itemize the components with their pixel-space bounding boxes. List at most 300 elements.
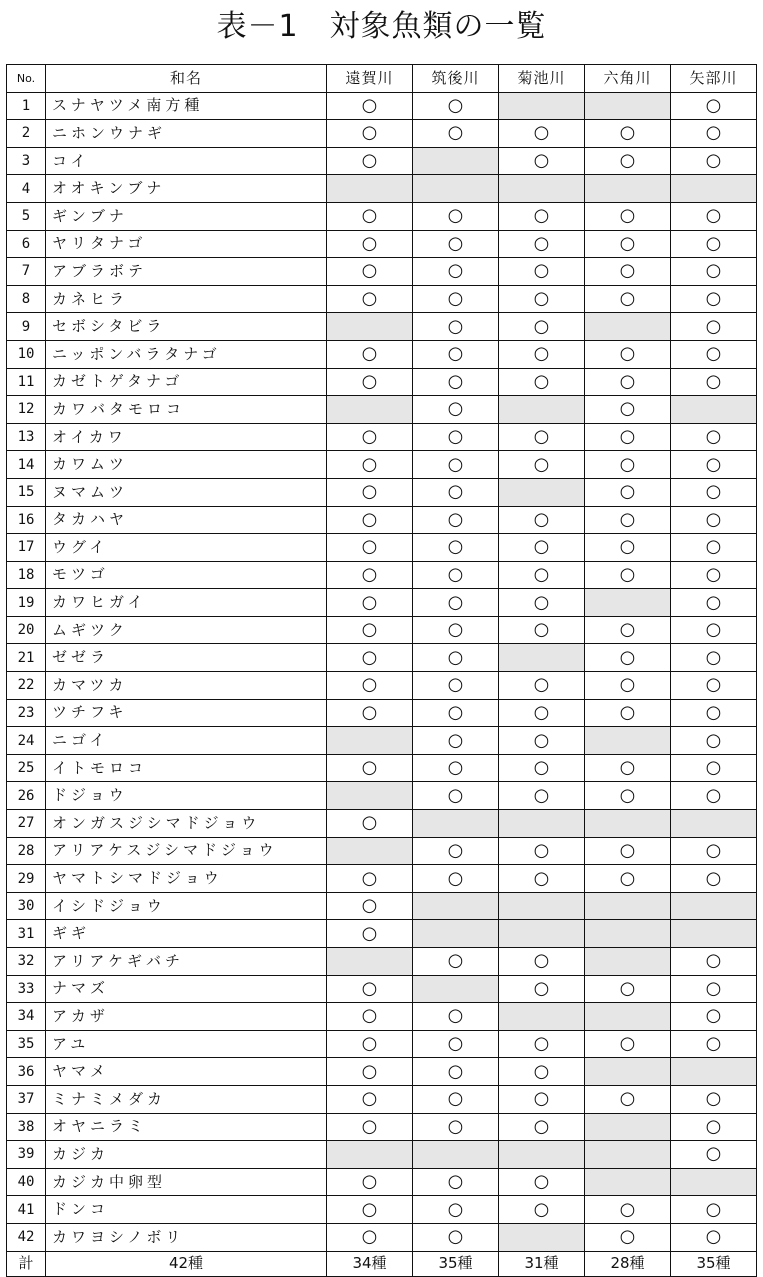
presence-mark: ○ [327,285,413,313]
presence-mark: ○ [327,202,413,230]
row-number: 24 [7,727,46,755]
table-row [7,258,757,286]
absent-cell [327,396,413,424]
table-row [7,423,757,451]
presence-mark: ○ [327,147,413,175]
absent-cell [499,396,585,424]
presence-mark: ○ [499,699,585,727]
species-name: カジカ中卵型 [46,1168,327,1196]
absent-cell [413,810,499,838]
presence-mark: ○ [585,396,671,424]
row-number: 15 [7,478,46,506]
presence-mark: ○ [671,616,757,644]
absent-cell [585,920,671,948]
species-name: スナヤツメ南方種 [46,92,327,120]
absent-cell [499,92,585,120]
presence-mark: ○ [327,1196,413,1224]
presence-mark: ○ [499,782,585,810]
presence-mark: ○ [671,313,757,341]
absent-cell [499,1003,585,1031]
presence-mark: ○ [327,1113,413,1141]
presence-mark: ○ [327,340,413,368]
presence-mark: ○ [327,1058,413,1086]
absent-cell [327,948,413,976]
row-number: 20 [7,616,46,644]
presence-mark: ○ [327,120,413,148]
presence-mark: ○ [671,506,757,534]
presence-mark: ○ [585,644,671,672]
presence-mark: ○ [413,1196,499,1224]
presence-mark: ○ [413,230,499,258]
absent-cell [585,892,671,920]
presence-mark: ○ [327,699,413,727]
presence-mark: ○ [499,506,585,534]
presence-mark: ○ [499,202,585,230]
presence-mark: ○ [671,561,757,589]
presence-mark: ○ [499,837,585,865]
presence-mark: ○ [585,478,671,506]
absent-cell [499,175,585,203]
row-number: 1 [7,92,46,120]
presence-mark: ○ [585,699,671,727]
table-row [7,1030,757,1058]
species-name: ミナミメダカ [46,1085,327,1113]
row-number: 40 [7,1168,46,1196]
presence-mark: ○ [327,644,413,672]
absent-cell [499,1141,585,1169]
table-row [7,948,757,976]
species-name: ニッポンバラタナゴ [46,340,327,368]
presence-mark: ○ [413,754,499,782]
absent-cell [327,313,413,341]
absent-cell [327,1141,413,1169]
species-name: ギンブナ [46,202,327,230]
row-number: 34 [7,1003,46,1031]
presence-mark: ○ [413,313,499,341]
row-number: 27 [7,810,46,838]
presence-mark: ○ [499,230,585,258]
presence-mark: ○ [671,948,757,976]
presence-mark: ○ [413,837,499,865]
presence-mark: ○ [327,672,413,700]
presence-mark: ○ [671,1113,757,1141]
table-header-row [7,65,757,93]
presence-mark: ○ [327,506,413,534]
presence-mark: ○ [413,478,499,506]
presence-mark: ○ [327,1030,413,1058]
table-row [7,672,757,700]
presence-mark: ○ [327,892,413,920]
species-name: オヤニラミ [46,1113,327,1141]
table-row [7,175,757,203]
presence-mark: ○ [413,285,499,313]
table-row [7,782,757,810]
presence-mark: ○ [413,1058,499,1086]
presence-mark: ○ [413,202,499,230]
absent-cell [585,1168,671,1196]
species-name: ドジョウ [46,782,327,810]
row-number: 22 [7,672,46,700]
presence-mark: ○ [413,589,499,617]
species-name: コイ [46,147,327,175]
header-no: No. [7,65,46,93]
table-row [7,644,757,672]
presence-mark: ○ [671,92,757,120]
absent-cell [499,644,585,672]
absent-cell [585,948,671,976]
presence-mark: ○ [413,727,499,755]
row-number: 18 [7,561,46,589]
presence-mark: ○ [499,258,585,286]
table-row [7,754,757,782]
presence-mark: ○ [585,230,671,258]
table-row [7,865,757,893]
row-number: 17 [7,534,46,562]
species-name: ヤリタナゴ [46,230,327,258]
absent-cell [585,727,671,755]
absent-cell [585,313,671,341]
absent-cell [585,589,671,617]
presence-mark: ○ [499,1168,585,1196]
presence-mark: ○ [327,423,413,451]
presence-mark: ○ [671,672,757,700]
species-name: アカザ [46,1003,327,1031]
presence-mark: ○ [413,644,499,672]
species-name: ヤマトシマドジョウ [46,865,327,893]
presence-mark: ○ [671,451,757,479]
table-row [7,285,757,313]
absent-cell [413,920,499,948]
absent-cell [413,892,499,920]
presence-mark: ○ [585,285,671,313]
row-number: 29 [7,865,46,893]
presence-mark: ○ [499,754,585,782]
row-number: 36 [7,1058,46,1086]
presence-mark: ○ [671,147,757,175]
row-number: 38 [7,1113,46,1141]
presence-mark: ○ [585,368,671,396]
presence-mark: ○ [327,865,413,893]
presence-mark: ○ [671,782,757,810]
header-river-kikuchi: 菊池川 [499,65,585,93]
species-name: イトモロコ [46,754,327,782]
presence-mark: ○ [499,120,585,148]
absent-cell [671,810,757,838]
table-row [7,589,757,617]
row-number: 14 [7,451,46,479]
presence-mark: ○ [327,258,413,286]
presence-mark: ○ [585,1196,671,1224]
species-name: セボシタビラ [46,313,327,341]
absent-cell [671,920,757,948]
presence-mark: ○ [499,1058,585,1086]
absent-cell [413,1141,499,1169]
presence-mark: ○ [327,451,413,479]
presence-mark: ○ [499,1030,585,1058]
table-row [7,975,757,1003]
species-name: ギギ [46,920,327,948]
presence-mark: ○ [671,975,757,1003]
absent-cell [413,975,499,1003]
absent-cell [499,920,585,948]
presence-mark: ○ [585,865,671,893]
species-name: アリアケスジシマドジョウ [46,837,327,865]
absent-cell [671,396,757,424]
absent-cell [327,837,413,865]
presence-mark: ○ [671,1085,757,1113]
absent-cell [671,175,757,203]
row-number: 41 [7,1196,46,1224]
presence-mark: ○ [499,534,585,562]
species-name: ヤマメ [46,1058,327,1086]
row-number: 13 [7,423,46,451]
absent-cell [327,727,413,755]
species-name: ニホンウナギ [46,120,327,148]
absent-cell [499,892,585,920]
presence-mark: ○ [413,616,499,644]
presence-mark: ○ [413,423,499,451]
absent-cell [327,175,413,203]
presence-mark: ○ [413,506,499,534]
presence-mark: ○ [413,258,499,286]
presence-mark: ○ [413,340,499,368]
presence-mark: ○ [499,561,585,589]
presence-mark: ○ [671,865,757,893]
table-row [7,506,757,534]
presence-mark: ○ [413,948,499,976]
presence-mark: ○ [671,423,757,451]
presence-mark: ○ [413,396,499,424]
table-row [7,340,757,368]
presence-mark: ○ [413,1223,499,1251]
row-number: 10 [7,340,46,368]
presence-mark: ○ [585,258,671,286]
presence-mark: ○ [413,451,499,479]
row-number: 2 [7,120,46,148]
row-number: 7 [7,258,46,286]
presence-mark: ○ [671,285,757,313]
species-name: カゼトゲタナゴ [46,368,327,396]
row-number: 3 [7,147,46,175]
presence-mark: ○ [671,202,757,230]
absent-cell [413,175,499,203]
presence-mark: ○ [585,754,671,782]
total-river-yabe: 35種 [671,1251,757,1276]
presence-mark: ○ [671,1223,757,1251]
presence-mark: ○ [413,1003,499,1031]
species-name: タカハヤ [46,506,327,534]
presence-mark: ○ [413,368,499,396]
total-river-chikugo: 35種 [413,1251,499,1276]
table-row [7,451,757,479]
presence-mark: ○ [327,810,413,838]
presence-mark: ○ [671,837,757,865]
presence-mark: ○ [327,1223,413,1251]
presence-mark: ○ [413,534,499,562]
absent-cell [671,1058,757,1086]
presence-mark: ○ [327,1085,413,1113]
species-name: ウグイ [46,534,327,562]
presence-mark: ○ [499,285,585,313]
fish-species-table [6,64,757,1277]
presence-mark: ○ [413,782,499,810]
row-number: 35 [7,1030,46,1058]
row-number: 19 [7,589,46,617]
row-number: 26 [7,782,46,810]
absent-cell [585,175,671,203]
presence-mark: ○ [413,865,499,893]
presence-mark: ○ [671,699,757,727]
presence-mark: ○ [327,534,413,562]
presence-mark: ○ [671,1003,757,1031]
presence-mark: ○ [585,202,671,230]
presence-mark: ○ [671,340,757,368]
presence-mark: ○ [413,120,499,148]
species-name: オイカワ [46,423,327,451]
presence-mark: ○ [671,368,757,396]
table-row [7,1168,757,1196]
presence-mark: ○ [671,478,757,506]
presence-mark: ○ [499,865,585,893]
presence-mark: ○ [671,534,757,562]
species-name: カワヨシノボリ [46,1223,327,1251]
presence-mark: ○ [585,1030,671,1058]
total-river-rokkaku: 28種 [585,1251,671,1276]
presence-mark: ○ [413,1085,499,1113]
row-number: 5 [7,202,46,230]
presence-mark: ○ [499,1113,585,1141]
presence-mark: ○ [499,975,585,1003]
presence-mark: ○ [671,1141,757,1169]
presence-mark: ○ [327,1168,413,1196]
presence-mark: ○ [327,561,413,589]
presence-mark: ○ [671,1196,757,1224]
row-number: 39 [7,1141,46,1169]
presence-mark: ○ [585,120,671,148]
table-row [7,837,757,865]
table-title: 表－1 対象魚類の一覧 [216,9,547,44]
presence-mark: ○ [327,92,413,120]
absent-cell [585,1058,671,1086]
presence-mark: ○ [585,423,671,451]
species-name: カワバタモロコ [46,396,327,424]
header-river-rokkaku: 六角川 [585,65,671,93]
presence-mark: ○ [327,230,413,258]
table-row [7,920,757,948]
presence-mark: ○ [413,561,499,589]
presence-mark: ○ [327,616,413,644]
row-number: 30 [7,892,46,920]
header-river-yabe: 矢部川 [671,65,757,93]
presence-mark: ○ [499,451,585,479]
table-row [7,1058,757,1086]
presence-mark: ○ [499,147,585,175]
table-row [7,1141,757,1169]
presence-mark: ○ [413,1168,499,1196]
absent-cell [585,1113,671,1141]
presence-mark: ○ [585,451,671,479]
species-name: カジカ [46,1141,327,1169]
species-name: ドンコ [46,1196,327,1224]
presence-mark: ○ [585,340,671,368]
total-river-kikuchi: 31種 [499,1251,585,1276]
presence-mark: ○ [327,754,413,782]
species-name: オンガスジシマドジョウ [46,810,327,838]
absent-cell [499,810,585,838]
presence-mark: ○ [585,782,671,810]
table-row [7,561,757,589]
header-river-onga: 遠賀川 [327,65,413,93]
presence-mark: ○ [585,534,671,562]
row-number: 37 [7,1085,46,1113]
table-row [7,1085,757,1113]
absent-cell [671,1168,757,1196]
species-name: アユ [46,1030,327,1058]
row-number: 28 [7,837,46,865]
species-name: ヌマムツ [46,478,327,506]
presence-mark: ○ [499,672,585,700]
table-row [7,202,757,230]
table-row [7,478,757,506]
presence-mark: ○ [413,1113,499,1141]
table-row [7,368,757,396]
presence-mark: ○ [671,120,757,148]
presence-mark: ○ [671,1030,757,1058]
table-row [7,727,757,755]
table-row [7,534,757,562]
total-river-onga: 34種 [327,1251,413,1276]
presence-mark: ○ [499,313,585,341]
row-number: 12 [7,396,46,424]
row-number: 21 [7,644,46,672]
table-row [7,396,757,424]
absent-cell [499,478,585,506]
presence-mark: ○ [585,1085,671,1113]
species-name: カネヒラ [46,285,327,313]
species-name: ニゴイ [46,727,327,755]
total-row [7,1251,757,1276]
presence-mark: ○ [413,1030,499,1058]
presence-mark: ○ [499,589,585,617]
species-name: ムギツク [46,616,327,644]
total-species: 42種 [46,1251,327,1276]
species-name: モツゴ [46,561,327,589]
table-row [7,230,757,258]
header-river-chikugo: 筑後川 [413,65,499,93]
row-number: 32 [7,948,46,976]
species-name: アリアケギバチ [46,948,327,976]
row-number: 25 [7,754,46,782]
absent-cell [585,92,671,120]
absent-cell [327,782,413,810]
presence-mark: ○ [671,230,757,258]
species-name: ゼゼラ [46,644,327,672]
presence-mark: ○ [585,975,671,1003]
presence-mark: ○ [499,727,585,755]
presence-mark: ○ [327,589,413,617]
presence-mark: ○ [499,368,585,396]
table-row [7,1196,757,1224]
presence-mark: ○ [585,147,671,175]
table-row [7,120,757,148]
species-name: カマツカ [46,672,327,700]
absent-cell [413,147,499,175]
presence-mark: ○ [585,506,671,534]
row-number: 16 [7,506,46,534]
species-name: アブラボテ [46,258,327,286]
presence-mark: ○ [413,699,499,727]
species-name: オオキンブナ [46,175,327,203]
